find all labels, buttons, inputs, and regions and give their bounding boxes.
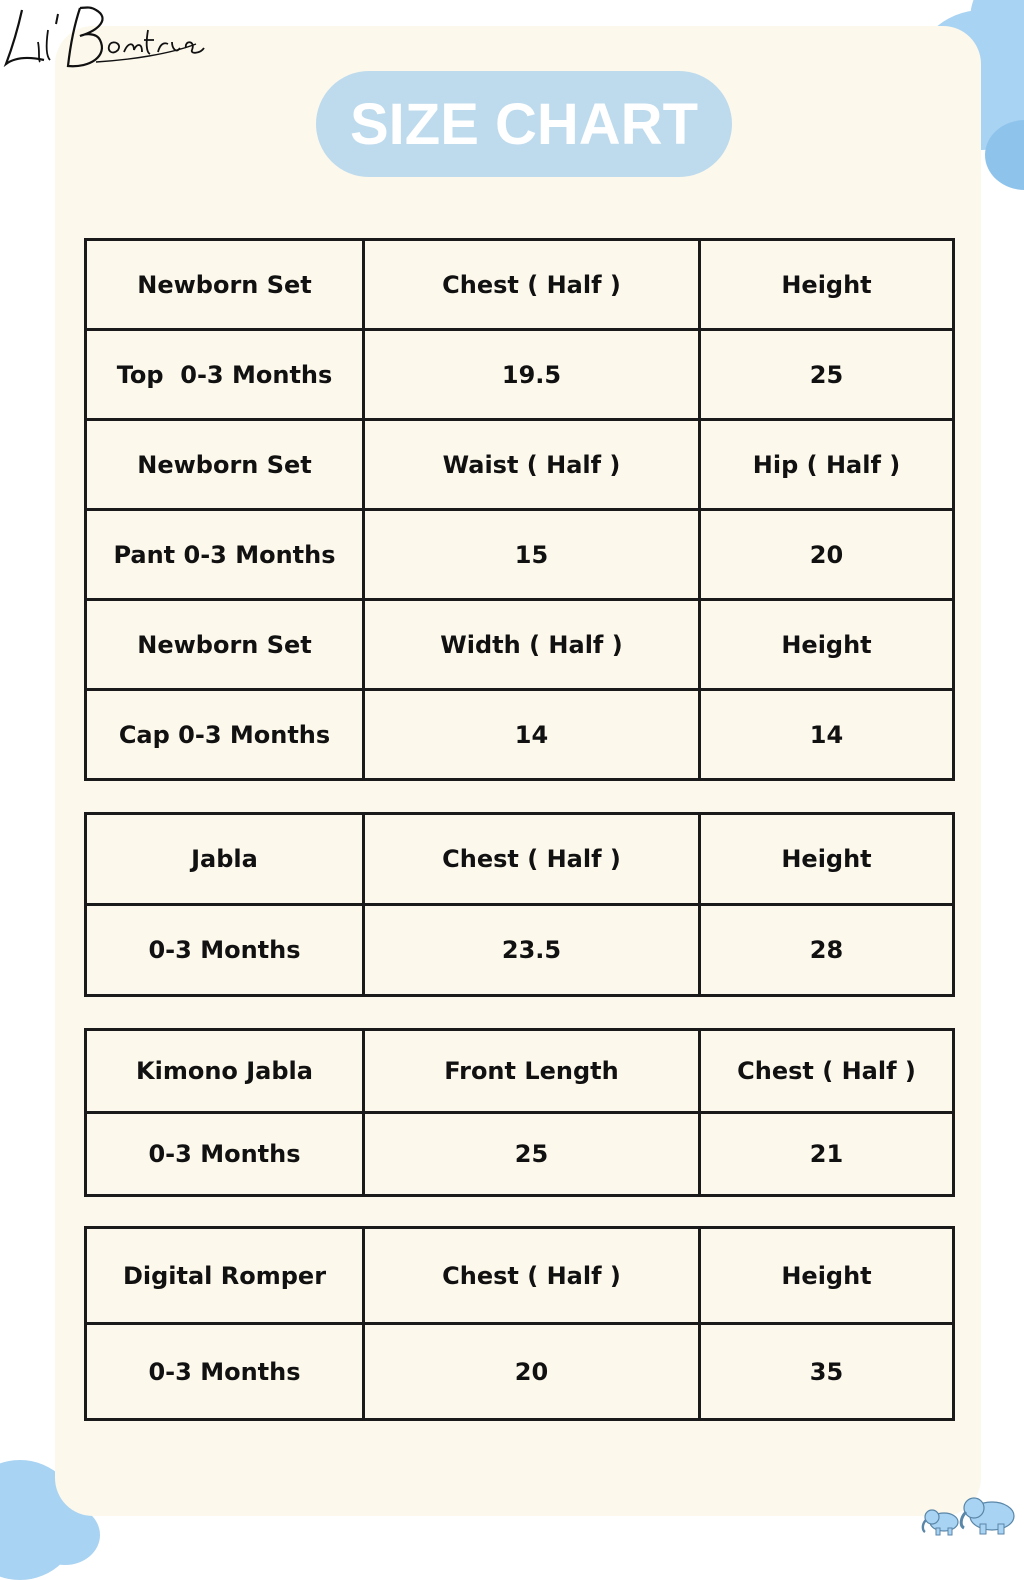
table-cell: Kimono Jabla bbox=[86, 1030, 364, 1113]
table-row bbox=[86, 814, 954, 905]
table-row bbox=[86, 330, 954, 420]
table-cell: Waist ( Half ) bbox=[364, 420, 700, 510]
table-cell: Digital Romper bbox=[86, 1228, 364, 1324]
brand-logo bbox=[0, 0, 210, 75]
newborn-set-table bbox=[84, 238, 955, 781]
table-row bbox=[86, 905, 954, 996]
table-cell: 25 bbox=[700, 330, 954, 420]
table-row bbox=[86, 1113, 954, 1196]
table-row bbox=[86, 1324, 954, 1420]
table-cell: Cap 0-3 Months bbox=[86, 690, 364, 780]
table-cell: Pant 0-3 Months bbox=[86, 510, 364, 600]
table-cell: Front Length bbox=[364, 1030, 700, 1113]
table-cell: Width ( Half ) bbox=[364, 600, 700, 690]
page-title: SIZE CHART bbox=[316, 71, 732, 177]
table-cell: 20 bbox=[700, 510, 954, 600]
table-cell: Newborn Set bbox=[86, 600, 364, 690]
table-cell: 20 bbox=[364, 1324, 700, 1420]
table-cell: 19.5 bbox=[364, 330, 700, 420]
table-cell: Chest ( Half ) bbox=[700, 1030, 954, 1113]
table-cell: 14 bbox=[700, 690, 954, 780]
table-row bbox=[86, 1030, 954, 1113]
table-cell: Height bbox=[700, 600, 954, 690]
table-cell: Height bbox=[700, 240, 954, 330]
table-cell: 23.5 bbox=[364, 905, 700, 996]
kimono-jabla-table bbox=[84, 1028, 955, 1197]
table-cell: 15 bbox=[364, 510, 700, 600]
table-cell: Chest ( Half ) bbox=[364, 240, 700, 330]
table-row bbox=[86, 690, 954, 780]
elephant-icon bbox=[918, 1488, 1024, 1536]
table-row bbox=[86, 1228, 954, 1324]
table-cell: 21 bbox=[700, 1113, 954, 1196]
table-cell: Chest ( Half ) bbox=[364, 814, 700, 905]
table-cell: Height bbox=[700, 1228, 954, 1324]
table-cell: Hip ( Half ) bbox=[700, 420, 954, 510]
table-cell: Jabla bbox=[86, 814, 364, 905]
table-row bbox=[86, 510, 954, 600]
table-cell: Height bbox=[700, 814, 954, 905]
table-cell: 25 bbox=[364, 1113, 700, 1196]
table-row bbox=[86, 240, 954, 330]
table-cell: Newborn Set bbox=[86, 240, 364, 330]
table-cell: 0-3 Months bbox=[86, 905, 364, 996]
table-row bbox=[86, 600, 954, 690]
table-cell: Chest ( Half ) bbox=[364, 1228, 700, 1324]
jabla-table bbox=[84, 812, 955, 997]
table-cell: Top 0-3 Months bbox=[86, 330, 364, 420]
table-cell: 28 bbox=[700, 905, 954, 996]
digital-romper-table bbox=[84, 1226, 955, 1421]
table-cell: 14 bbox=[364, 690, 700, 780]
table-cell: 0-3 Months bbox=[86, 1113, 364, 1196]
table-cell: 0-3 Months bbox=[86, 1324, 364, 1420]
table-row bbox=[86, 420, 954, 510]
table-cell: 35 bbox=[700, 1324, 954, 1420]
table-cell: Newborn Set bbox=[86, 420, 364, 510]
